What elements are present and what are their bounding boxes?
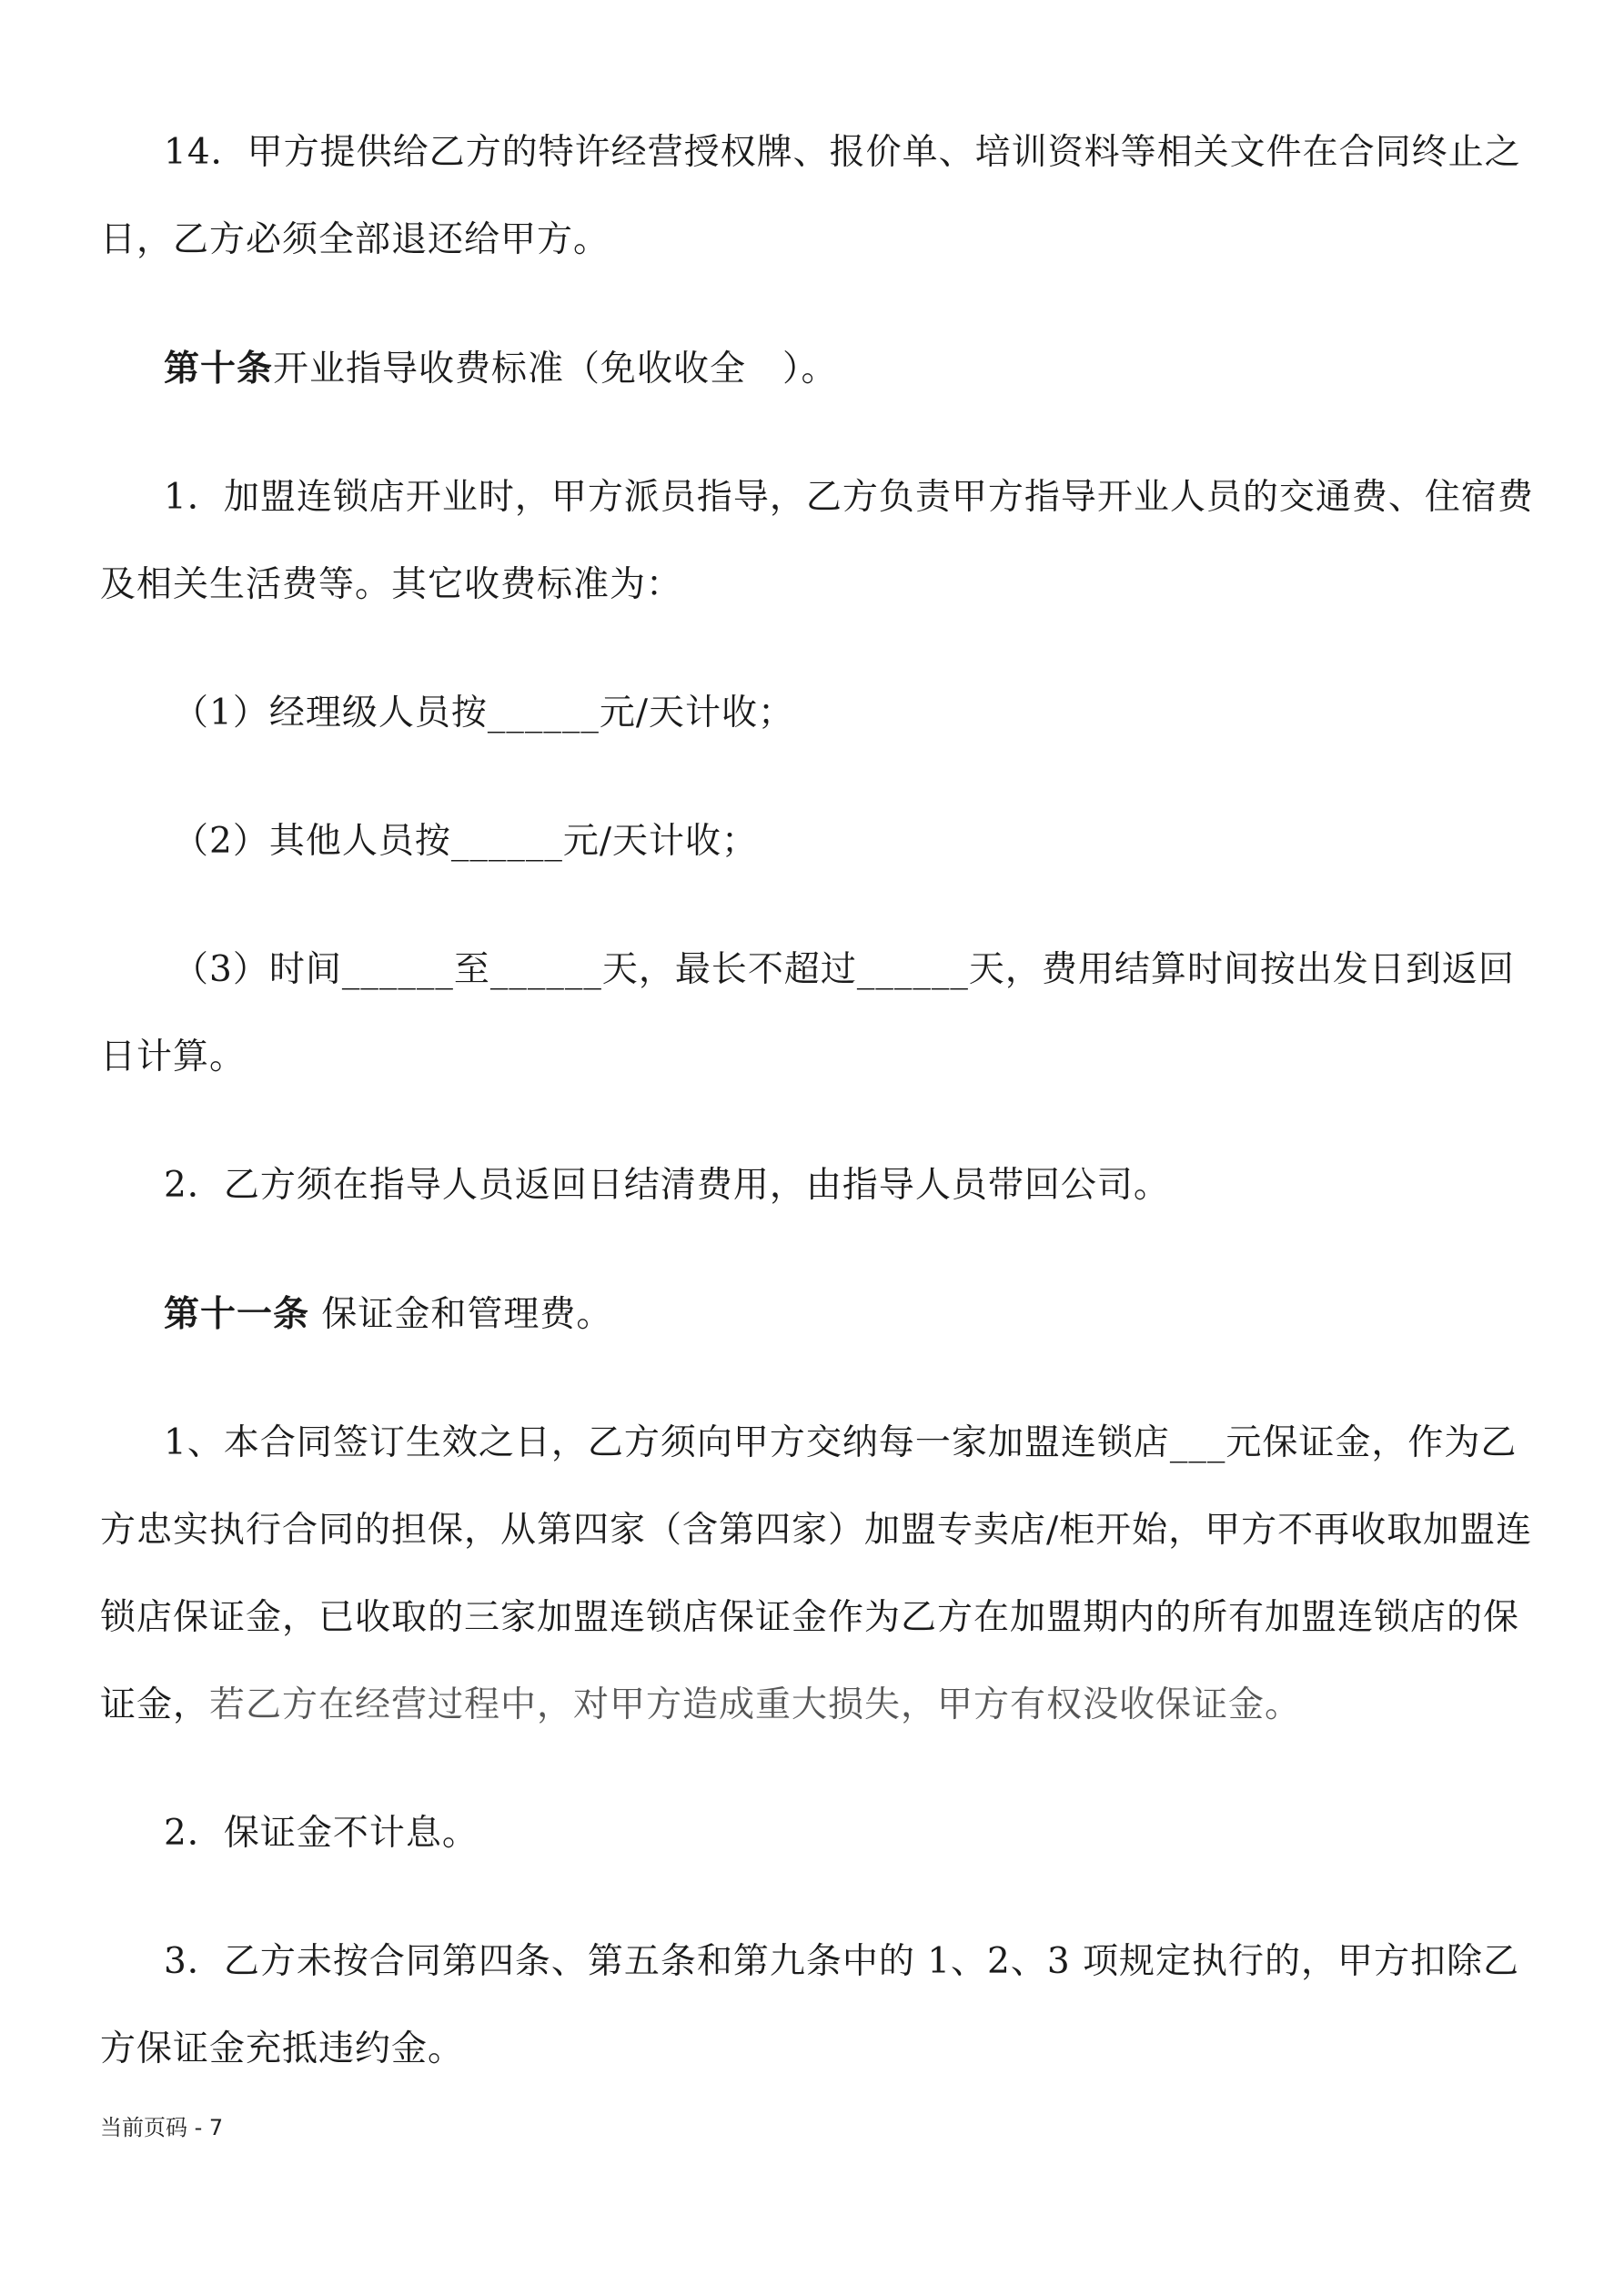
paragraph-11-2: 2．保证金不计息。	[164, 1813, 479, 1854]
article-11-text: 保证金和管理费。	[309, 1294, 613, 1335]
paragraph-11-1	[100, 1400, 1538, 1749]
page-number: 当前页码 - 7	[100, 2115, 224, 2140]
paragraph-10-1: 1．加盟连锁店开业时，甲方派员指导，乙方负责甲方指导开业人员的交通费、住宿费及相关生活费等。其它收费标准为：	[100, 477, 1534, 605]
document-body	[100, 109, 1538, 2134]
article-10-text: 开业指导收费标准（免收收全 ）。	[273, 349, 838, 389]
paragraph-10-1-b: （2）其他人员按______元/天计收；	[173, 821, 758, 862]
paragraph-11-1-main: 1、本合同签订生效之日，乙方须向甲方交纳每一家加盟连锁店___元保证金，作为乙方忠实执行合同的担保，从第四家（含第四家）加盟专卖店/柜开始，甲方不再收取加盟连锁店保证金，已收取的三家加盟连锁店保证金作为乙方在加盟期内的所有加盟连锁店的保证金，	[100, 1422, 1533, 1725]
paragraph-10-1-a: （1）经理级人员按______元/天计收；	[173, 693, 794, 733]
article-11-heading	[100, 1270, 1538, 1359]
paragraph-10-2: 2．乙方须在指导人员返回日结清费用，由指导人员带回公司。	[164, 1165, 1170, 1206]
paragraph-14: 14．甲方提供给乙方的特许经营授权牌、报价单、培训资料等相关文件在合同终止之日，乙方必须全部退还给甲方。	[100, 132, 1521, 260]
paragraph-10-1-c: （3）时间______至______天，最长不超过______天，费用结算时间按出发日到返回日计算。	[100, 949, 1515, 1077]
paragraph-11-3: 3．乙方未按合同第四条、第五条和第九条中的 1、2、3 项规定执行的，甲方扣除乙方保证金充抵违约金。	[100, 1941, 1520, 2069]
article-10-heading	[100, 325, 1538, 413]
article-11-title: 第十一条	[164, 1293, 310, 1335]
article-10-title: 第十条	[164, 348, 274, 389]
paragraph-11-1-gray: 若乙方在经营过程中，对甲方造成重大损失，甲方有权没收保证金。	[209, 1684, 1302, 1725]
